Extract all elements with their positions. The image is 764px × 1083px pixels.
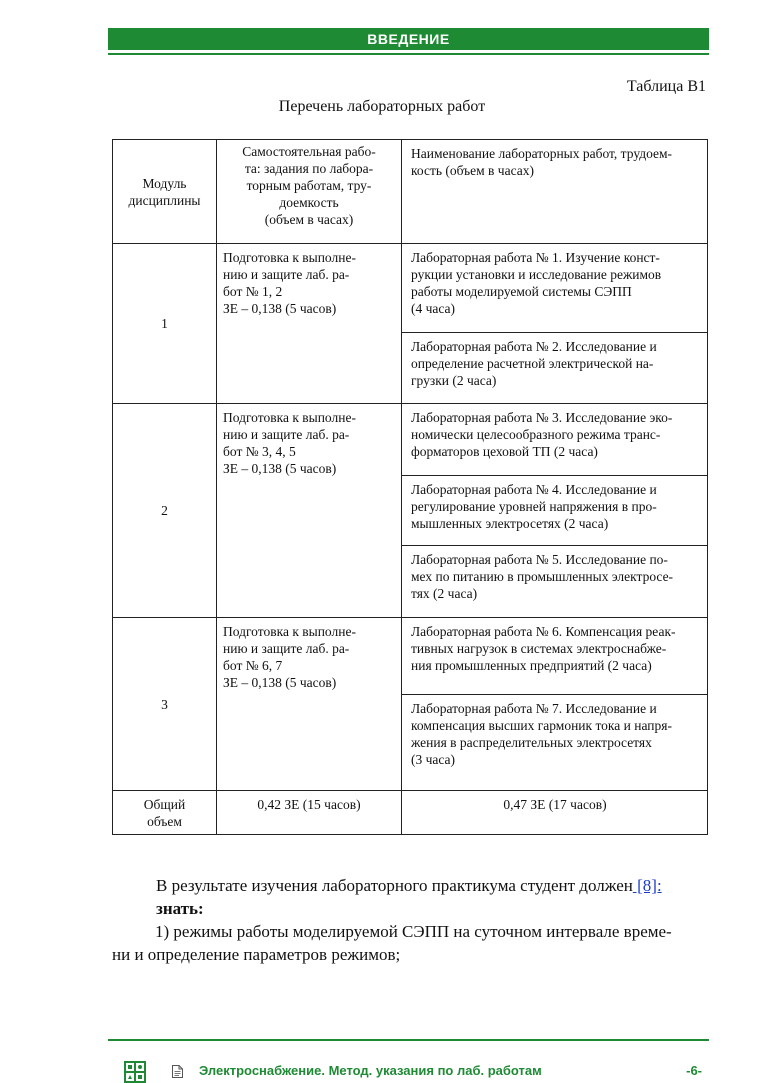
- lab-work-line: мех по питанию в промышленных электросе-: [411, 569, 674, 584]
- lab-work-cell: [402, 695, 708, 791]
- lab-works-table: [112, 139, 708, 835]
- total-self-work: 0,42 ЗЕ (15 часов): [217, 791, 402, 835]
- lab-work-line: ния промышленных предприятий (2 часа): [411, 658, 652, 673]
- header-self-work-line: (объем в часах): [264, 212, 354, 227]
- header-module: [113, 140, 217, 244]
- section-header: ВВЕДЕНИЕ: [108, 28, 709, 50]
- body-paragraph-1: [156, 876, 662, 896]
- total-labs: 0,47 ЗЕ (17 часов): [402, 791, 708, 835]
- self-work-cell: [217, 404, 402, 618]
- lab-work-cell: [402, 244, 708, 333]
- footer-title: Электроснабжение. Метод. указания по лаб. работам: [199, 1063, 542, 1078]
- lab-work-line: работы моделируемой системы СЭПП: [411, 284, 632, 299]
- header-lab-names-line: кость (объем в часах): [411, 163, 534, 178]
- total-label: [113, 791, 217, 835]
- table-label: Таблица В1: [626, 78, 706, 95]
- lab-work-line: (3 часа): [411, 752, 456, 767]
- lab-work-line: Лабораторная работа № 2. Исследование и: [411, 339, 657, 354]
- reference-link[interactable]: [8]:: [632, 876, 662, 895]
- header-module-line: дисциплины: [128, 192, 201, 208]
- table-total-row: [113, 791, 708, 835]
- header-self-work-line: торным работам, тру-: [246, 178, 372, 193]
- self-work-line: ЗЕ – 0,138 (5 часов): [223, 675, 337, 690]
- lab-work-line: грузки (2 часа): [411, 373, 497, 388]
- body-paragraph-3: 1) режимы работы моделируемой СЭПП на суточном интервале време-: [155, 922, 672, 941]
- module-number: 1: [113, 244, 217, 404]
- lab-work-cell: [402, 404, 708, 476]
- lab-work-line: жения в распределительных электросетях: [411, 735, 652, 750]
- lab-work-cell: [402, 333, 708, 404]
- lab-work-line: номически целесообразного режима транс-: [411, 427, 661, 442]
- module-number: 2: [113, 404, 217, 618]
- header-self-work-line: доемкость: [279, 195, 339, 210]
- document-icon[interactable]: [172, 1065, 183, 1078]
- lab-work-line: рукции установки и исследование режимов: [411, 267, 662, 282]
- lab-work-line: тивных нагрузок в системах электроснабже-: [411, 641, 667, 656]
- self-work-line: Подготовка к выполне-: [223, 250, 356, 265]
- self-work-line: Подготовка к выполне-: [223, 624, 356, 639]
- module-number: 3: [113, 618, 217, 791]
- self-work-cell: [217, 244, 402, 404]
- lab-work-line: Лабораторная работа № 6. Компенсация реак-: [411, 624, 676, 639]
- footer-divider: [108, 1039, 709, 1041]
- lab-work-line: мышленных электросетях (2 часа): [411, 516, 609, 531]
- lab-work-line: Лабораторная работа № 7. Исследование и: [411, 701, 657, 716]
- table-title: Перечень лабораторных работ: [278, 98, 486, 115]
- self-work-line: нию и защите лаб. ра-: [223, 641, 350, 656]
- lab-work-line: регулирование уровней напряжения в про-: [411, 499, 657, 514]
- header-self-work-line: та: задания по лабора-: [244, 161, 374, 176]
- lab-work-line: форматоров цеховой ТП (2 часа): [411, 444, 598, 459]
- table-row: [113, 244, 708, 333]
- lab-work-cell: [402, 618, 708, 695]
- lab-work-line: определение расчетной электрической на-: [411, 356, 654, 371]
- header-lab-names-line: Наименование лабораторных работ, трудоем-: [411, 146, 673, 161]
- self-work-line: нию и защите лаб. ра-: [223, 427, 350, 442]
- header-self-work-line: Самостоятельная рабо-: [242, 144, 376, 159]
- header-lab-names: [402, 140, 708, 244]
- self-work-line: ЗЕ – 0,138 (5 часов): [223, 301, 337, 316]
- table-row: [113, 404, 708, 476]
- lab-work-line: (4 часа): [411, 301, 456, 316]
- header-self-work: [217, 140, 402, 244]
- body-subheading-know: знать:: [156, 899, 204, 918]
- total-label-line: объем: [147, 813, 182, 829]
- total-label-line: Общий: [143, 796, 186, 812]
- body-paragraph-4: ни и определение параметров режимов;: [112, 945, 401, 964]
- lab-work-line: тях (2 часа): [411, 586, 478, 601]
- self-work-cell: [217, 618, 402, 791]
- table-header-row: [113, 140, 708, 244]
- self-work-line: ЗЕ – 0,138 (5 часов): [223, 461, 337, 476]
- self-work-line: нию и защите лаб. ра-: [223, 267, 350, 282]
- lab-work-line: Лабораторная работа № 1. Изучение конст-: [411, 250, 660, 265]
- body-paragraph-1-text: В результате изучения лабораторного практикума студент должен: [156, 876, 633, 895]
- header-divider: [108, 53, 709, 55]
- self-work-line: бот № 3, 4, 5: [223, 444, 296, 459]
- self-work-line: бот № 6, 7: [223, 658, 283, 673]
- header-module-line: Модуль: [142, 175, 187, 191]
- lab-work-cell: [402, 546, 708, 618]
- lab-work-line: Лабораторная работа № 3. Исследование эко-: [411, 410, 673, 425]
- self-work-line: Подготовка к выполне-: [223, 410, 356, 425]
- lab-work-line: Лабораторная работа № 4. Исследование и: [411, 482, 657, 497]
- page-number: -6-: [686, 1063, 702, 1078]
- lab-work-cell: [402, 476, 708, 546]
- lab-work-line: компенсация высших гармоник тока и напря-: [411, 718, 672, 733]
- lab-work-line: Лабораторная работа № 5. Исследование по-: [411, 552, 668, 567]
- self-work-line: бот № 1, 2: [223, 284, 283, 299]
- table-row: [113, 618, 708, 695]
